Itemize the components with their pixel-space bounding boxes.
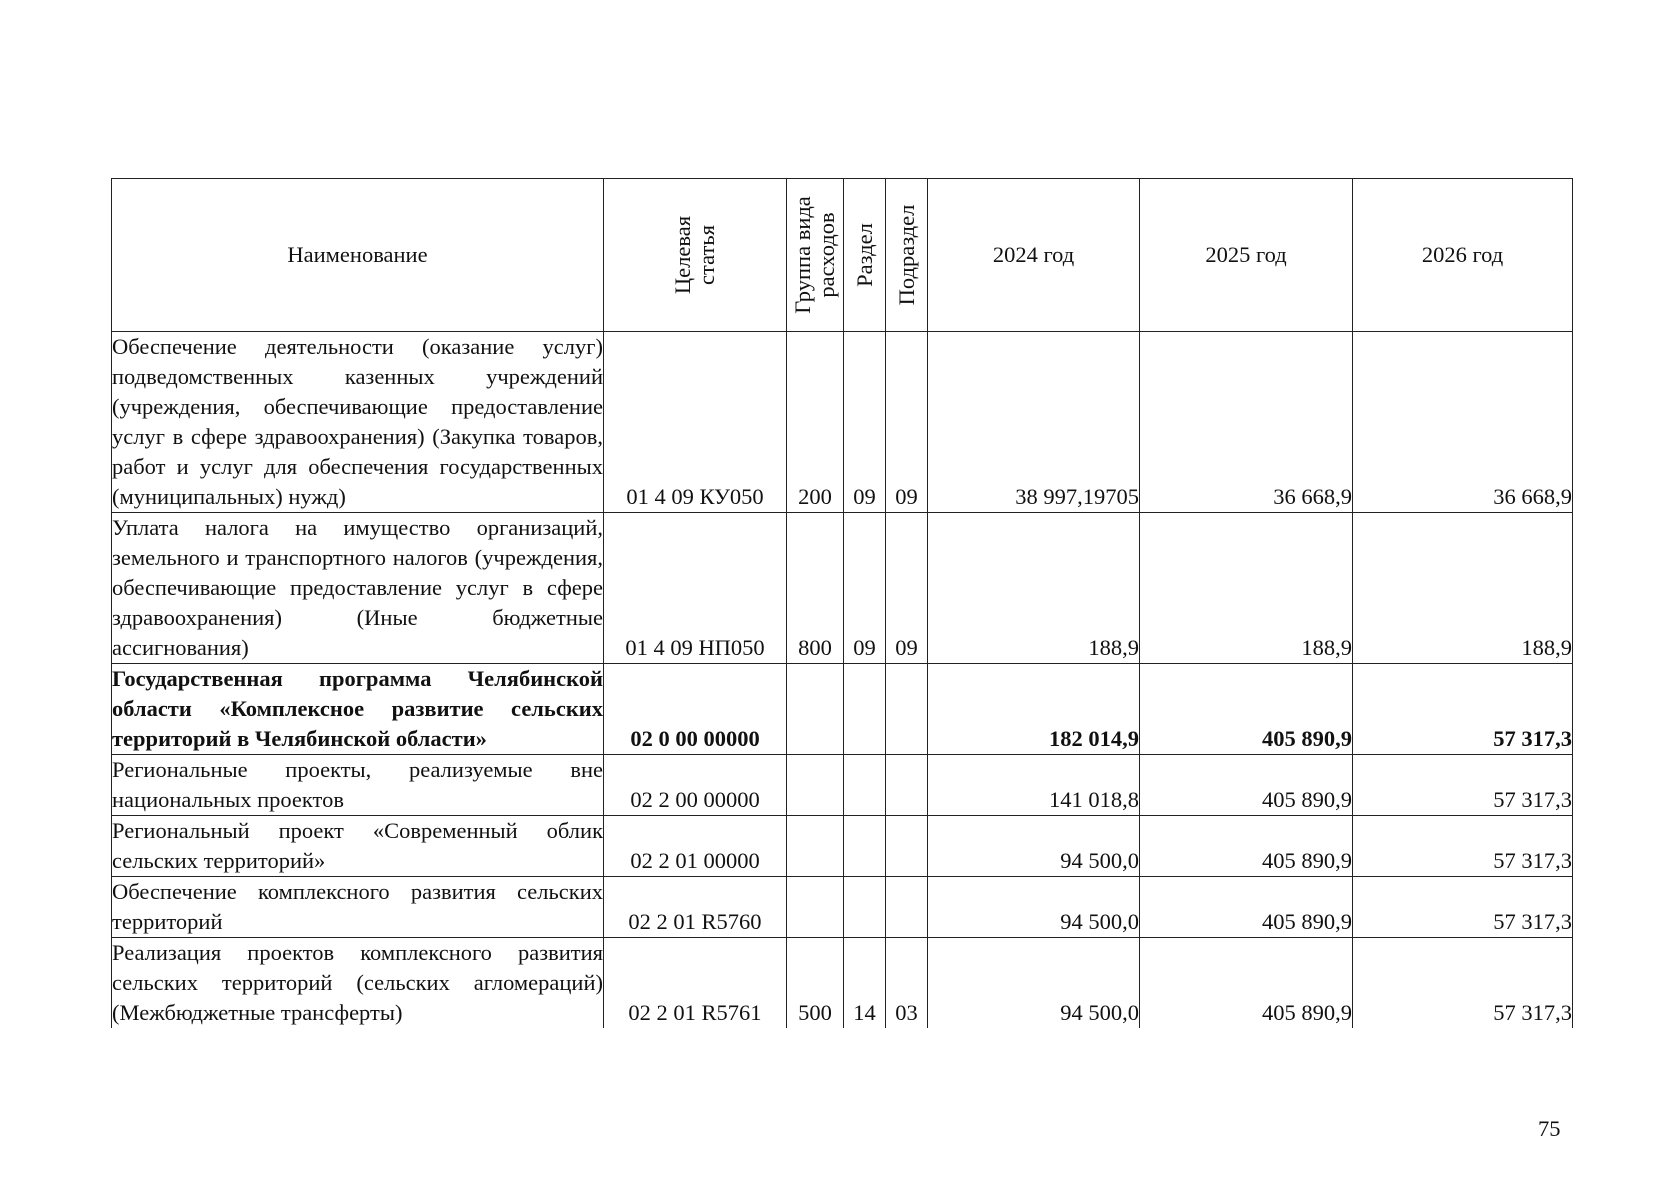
budget-table	[111, 178, 1573, 1028]
row-subsection	[886, 664, 928, 755]
row-amount-2026: 57 317,3	[1353, 755, 1573, 816]
header-target-article	[604, 179, 787, 332]
header-subsection	[886, 179, 928, 332]
row-amount-2024: 94 500,0	[928, 816, 1140, 877]
row-subsection	[886, 816, 928, 877]
row-section: 09	[844, 332, 886, 513]
row-amount-2025: 405 890,9	[1140, 938, 1353, 1029]
row-expense-group: 500	[787, 938, 844, 1029]
row-name: Реализация проектов комплексного развития сельских территорий (сельских агломераций) (Межбюджетные трансферты)	[112, 938, 604, 1029]
row-amount-2024: 94 500,0	[928, 938, 1140, 1029]
header-expense-group-text: Группа вида расходов	[790, 196, 839, 314]
row-expense-group: 200	[787, 332, 844, 513]
header-expense-group	[787, 179, 844, 332]
header-section	[844, 179, 886, 332]
table-row	[112, 664, 1573, 755]
row-amount-2026: 188,9	[1353, 513, 1573, 664]
row-amount-2024: 94 500,0	[928, 877, 1140, 938]
row-name: Региональные проекты, реализуемые вне национальных проектов	[112, 755, 604, 816]
row-subsection: 09	[886, 513, 928, 664]
row-target-article: 02 2 00 00000	[604, 755, 787, 816]
header-2025: 2025 год	[1140, 179, 1353, 332]
table-row	[112, 938, 1573, 1029]
row-amount-2024: 188,9	[928, 513, 1140, 664]
table-row	[112, 332, 1573, 513]
row-expense-group	[787, 816, 844, 877]
row-name: Региональный проект «Современный облик сельских территорий»	[112, 816, 604, 877]
row-section: 09	[844, 513, 886, 664]
row-amount-2024: 38 997,19705	[928, 332, 1140, 513]
row-amount-2025: 188,9	[1140, 513, 1353, 664]
page-number: 75	[1538, 1116, 1561, 1141]
header-2026: 2026 год	[1353, 179, 1573, 332]
header-section-text: Раздел	[851, 223, 877, 287]
row-subsection	[886, 755, 928, 816]
row-expense-group: 800	[787, 513, 844, 664]
header-target-article-text: Целевая статья	[670, 215, 719, 295]
row-amount-2025: 36 668,9	[1140, 332, 1353, 513]
row-section	[844, 755, 886, 816]
table-row	[112, 755, 1573, 816]
row-amount-2026: 57 317,3	[1353, 816, 1573, 877]
row-amount-2024: 182 014,9	[928, 664, 1140, 755]
row-expense-group	[787, 877, 844, 938]
row-amount-2025: 405 890,9	[1140, 755, 1353, 816]
row-section	[844, 816, 886, 877]
row-name: Государственная программа Челябинской области «Комплексное развитие сельских территорий в Челябинской области»	[112, 664, 604, 755]
row-amount-2025: 405 890,9	[1140, 816, 1353, 877]
row-amount-2024: 141 018,8	[928, 755, 1140, 816]
row-target-article: 01 4 09 КУ050	[604, 332, 787, 513]
header-subsection-text: Подраздел	[893, 204, 919, 306]
row-subsection	[886, 877, 928, 938]
row-section: 14	[844, 938, 886, 1029]
row-expense-group	[787, 755, 844, 816]
row-amount-2026: 57 317,3	[1353, 664, 1573, 755]
row-subsection: 03	[886, 938, 928, 1029]
row-amount-2026: 36 668,9	[1353, 332, 1573, 513]
row-target-article: 02 2 01 R5761	[604, 938, 787, 1029]
table-row	[112, 816, 1573, 877]
row-amount-2026: 57 317,3	[1353, 938, 1573, 1029]
row-name: Обеспечение деятельности (оказание услуг) подведомственных казенных учреждений (учреждения, обеспечивающие предоставление услуг в сфере здравоохранения) (Закупка товаров, работ и услуг для обеспечения государственных (муниципальных) нужд)	[112, 332, 604, 513]
table-row	[112, 513, 1573, 664]
row-amount-2026: 57 317,3	[1353, 877, 1573, 938]
header-2024: 2024 год	[928, 179, 1140, 332]
row-section	[844, 877, 886, 938]
row-amount-2025: 405 890,9	[1140, 664, 1353, 755]
row-subsection: 09	[886, 332, 928, 513]
row-amount-2025: 405 890,9	[1140, 877, 1353, 938]
header-row	[112, 179, 1573, 332]
row-target-article: 02 2 01 R5760	[604, 877, 787, 938]
row-target-article: 02 2 01 00000	[604, 816, 787, 877]
header-name: Наименование	[112, 179, 604, 332]
row-name: Уплата налога на имущество организаций, земельного и транспортного налогов (учреждения, обеспечивающие предоставление услуг в сфере здравоохранения) (Иные бюджетные ассигнования)	[112, 513, 604, 664]
row-target-article: 02 0 00 00000	[604, 664, 787, 755]
row-target-article: 01 4 09 НП050	[604, 513, 787, 664]
row-section	[844, 664, 886, 755]
row-expense-group	[787, 664, 844, 755]
row-name: Обеспечение комплексного развития сельских территорий	[112, 877, 604, 938]
table-row	[112, 877, 1573, 938]
